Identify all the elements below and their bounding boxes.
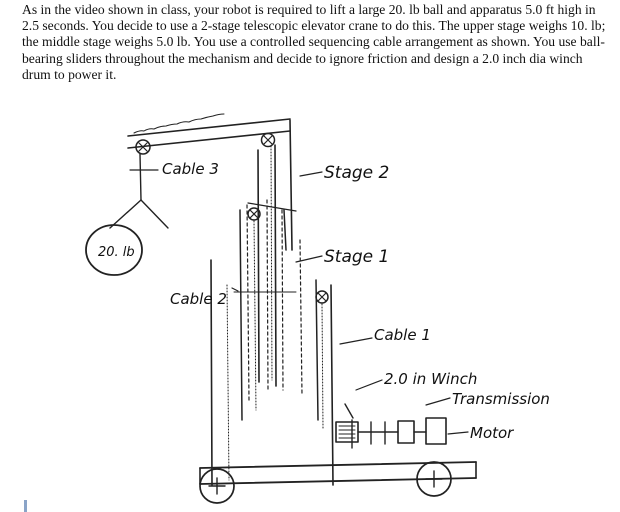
ball-hanger <box>110 154 168 228</box>
ball-weight-label: 20. lb <box>98 245 135 260</box>
transmission-icon <box>398 421 414 443</box>
base-pulley-icon <box>316 291 328 303</box>
drive-assembly <box>336 404 446 448</box>
cable-1-label: Cable 1 <box>374 326 431 344</box>
cable-2-label: Cable 2 <box>170 290 227 308</box>
stage-2-label: Stage 2 <box>324 163 390 183</box>
ball-weight <box>86 225 142 275</box>
left-wheel-icon <box>200 469 234 503</box>
transmission-label: Transmission <box>452 390 550 408</box>
cable-3-label: Cable 3 <box>162 160 219 178</box>
stage-1-column <box>240 203 318 420</box>
stage-2-column <box>258 120 292 386</box>
stage-1-label: Stage 1 <box>324 247 390 267</box>
margin-marker <box>24 500 27 512</box>
winch-label: 2.0 in Winch <box>384 370 478 388</box>
winch-drum-icon <box>336 422 358 442</box>
motor-icon <box>426 418 446 444</box>
motor-label: Motor <box>470 424 514 442</box>
top-pulley-icon <box>262 134 275 147</box>
problem-statement: As in the video shown in class, your robot is required to lift a large 20. lb ball and apparatus 5.0 ft high in 2.5 seconds. You decide to use a 2-stage telescopic elevator crane to do this. The upper stage weighs 10. lb; the middle stage weighs 5.0 lb. You use a controlled sequencing cable arrangement as shown. You use ball-bearing sliders throughout the mechanism and decide to ignore friction and design a 2.0 inch dia winch drum to power it. <box>22 2 606 82</box>
